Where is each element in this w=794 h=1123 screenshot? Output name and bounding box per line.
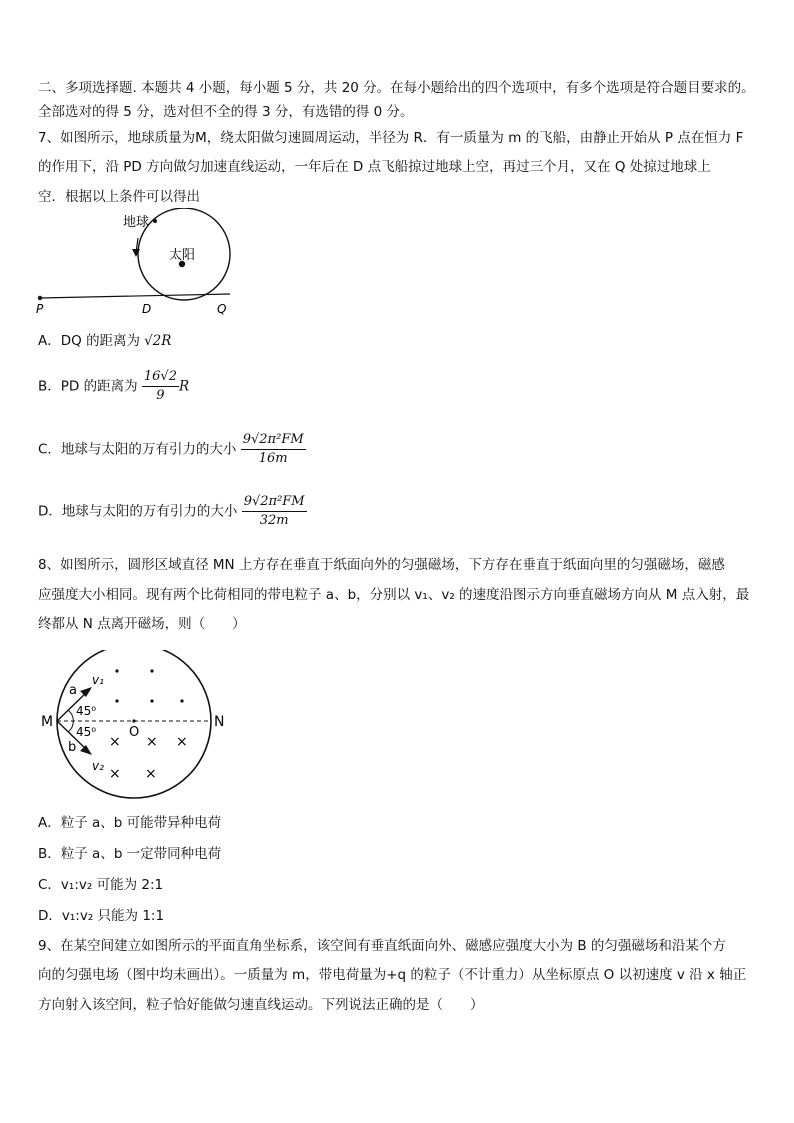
q7-option-a-text: DQ 的距离为 (60, 333, 141, 349)
v2-arrowhead (80, 745, 92, 755)
label-angle-top: 45⁰ (76, 704, 97, 718)
q7-orbit-figure (30, 208, 250, 316)
q7-option-b-fraction (142, 368, 179, 405)
label-v1: v₁ (92, 673, 104, 687)
field-circle (57, 650, 211, 798)
q8-option-c[interactable]: C．v₁:v₂ 可能为 2:1 (38, 877, 164, 893)
q7-option-c-fraction (241, 431, 306, 468)
q7-option-d-prefix: D． (38, 503, 62, 520)
sun-label: 太阳 (169, 248, 196, 263)
orbit-direction-arrow (132, 249, 140, 257)
label-o: O (129, 725, 140, 740)
q7-option-a[interactable] (38, 329, 171, 349)
q8-text-line2: 应强度大小相同。现有两个比荷相同的带电粒子 a、b，分别以 v₁、v₂ 的速度沿图示方向垂直磁场方向从 M 点入射，最 (38, 587, 750, 603)
cross-mark: × (176, 734, 188, 750)
cross-mark: × (146, 734, 158, 750)
q7-option-c-text: 地球与太阳的万有引力的大小 (60, 441, 237, 458)
label-q: Q (217, 302, 227, 316)
label-a: a (69, 683, 77, 698)
q7-option-c-prefix: C． (38, 441, 61, 458)
earth-label: 地球 (123, 215, 150, 230)
q8-text-line1: 8、如图所示，圆形区域直径 MN 上方存在垂直于纸面向外的匀强磁场，下方存在垂直于纸面向里的匀强磁场，磁感 (38, 557, 725, 573)
q8-option-a[interactable]: A．粒子 a、b 可能带异种电荷 (38, 815, 222, 831)
label-b: b (68, 740, 77, 755)
q7-option-d-fraction (242, 493, 307, 530)
q9-text-line3: 方向射入该空间，粒子恰好能做匀速直线运动。下列说法正确的是（ ） (38, 997, 484, 1013)
label-v2: v₂ (92, 759, 104, 773)
q7-option-b-tail: R (179, 378, 190, 395)
q7-option-c-denominator: 16m (258, 451, 288, 466)
q7-option-d-text: 地球与太阳的万有引力的大小 (61, 503, 238, 520)
q8-option-d[interactable]: D．v₁:v₂ 只能为 1:1 (38, 908, 165, 924)
q7-option-d-denominator: 32m (259, 513, 289, 528)
q9-text-line2: 向的匀强电场（图中均未画出）。一质量为 m，带电荷量为+q 的粒子（不计重力）从坐标原点 O 以初速度 v 沿 x 轴正 (38, 967, 747, 983)
q7-text-line2: 的作用下，沿 PD 方向做匀加速直线运动，一年后在 D 点飞船掠过地球上空，再过三个月，又在 Q 处掠过地球上 (38, 159, 711, 175)
q7-option-d-numerator: 9√2π²FM (242, 493, 307, 512)
section-header-line1: 二、多项选择题. 本题共 4 小题，每小题 5 分，共 20 分。在每小题给出的四个选项中，有多个选项是符合题目要求的。 (38, 80, 755, 96)
cross-mark: × (145, 766, 157, 782)
q8-magnetic-field-figure (36, 650, 236, 800)
label-d: D (142, 302, 152, 316)
center-o (132, 719, 135, 722)
label-n: N (214, 714, 225, 730)
q7-text-line1: 7、如图所示，地球质量为M，绕太阳做匀速圆周运动，半径为 R．有一质量为 m 的飞船，由静止开始从 P 点在恒力 F (38, 130, 744, 146)
label-p: P (36, 302, 44, 316)
earth-dot (153, 219, 157, 223)
label-m: M (41, 714, 54, 730)
q8-text-line3: 终都从 N 点离开磁场，则（ ） (38, 616, 246, 632)
q7-option-b-numerator: 16√2 (142, 368, 179, 387)
q7-option-b-denominator: 9 (156, 388, 165, 403)
section-header-line2: 全部选对的得 5 分，选对但不全的得 3 分，有选错的得 0 分。 (38, 104, 414, 120)
v1-arrowhead (80, 687, 92, 697)
cross-mark: × (109, 766, 121, 782)
label-angle-bottom: 45⁰ (76, 725, 97, 739)
q7-text-line3: 空．根据以上条件可以得出 (38, 189, 200, 205)
q7-option-c-numerator: 9√2π²FM (241, 431, 306, 450)
q7-option-a-prefix: A． (38, 333, 61, 349)
q7-option-b-prefix: B． (38, 378, 61, 395)
q9-text-line1: 9、在某空间建立如图所示的平面直角坐标系，该空间有垂直纸面向外、磁感应强度大小为 B 的匀强磁场和沿某个方 (38, 938, 726, 954)
q7-option-c[interactable] (38, 431, 306, 468)
q8-option-b[interactable]: B．粒子 a、b 一定带同种电荷 (38, 846, 222, 862)
q7-option-b[interactable] (38, 368, 189, 405)
point-p (38, 296, 42, 300)
q7-option-d[interactable] (38, 493, 307, 530)
cross-mark: × (109, 734, 121, 750)
q7-option-a-math: √2R (144, 333, 172, 349)
q7-option-b-text: PD 的距离为 (60, 378, 138, 395)
